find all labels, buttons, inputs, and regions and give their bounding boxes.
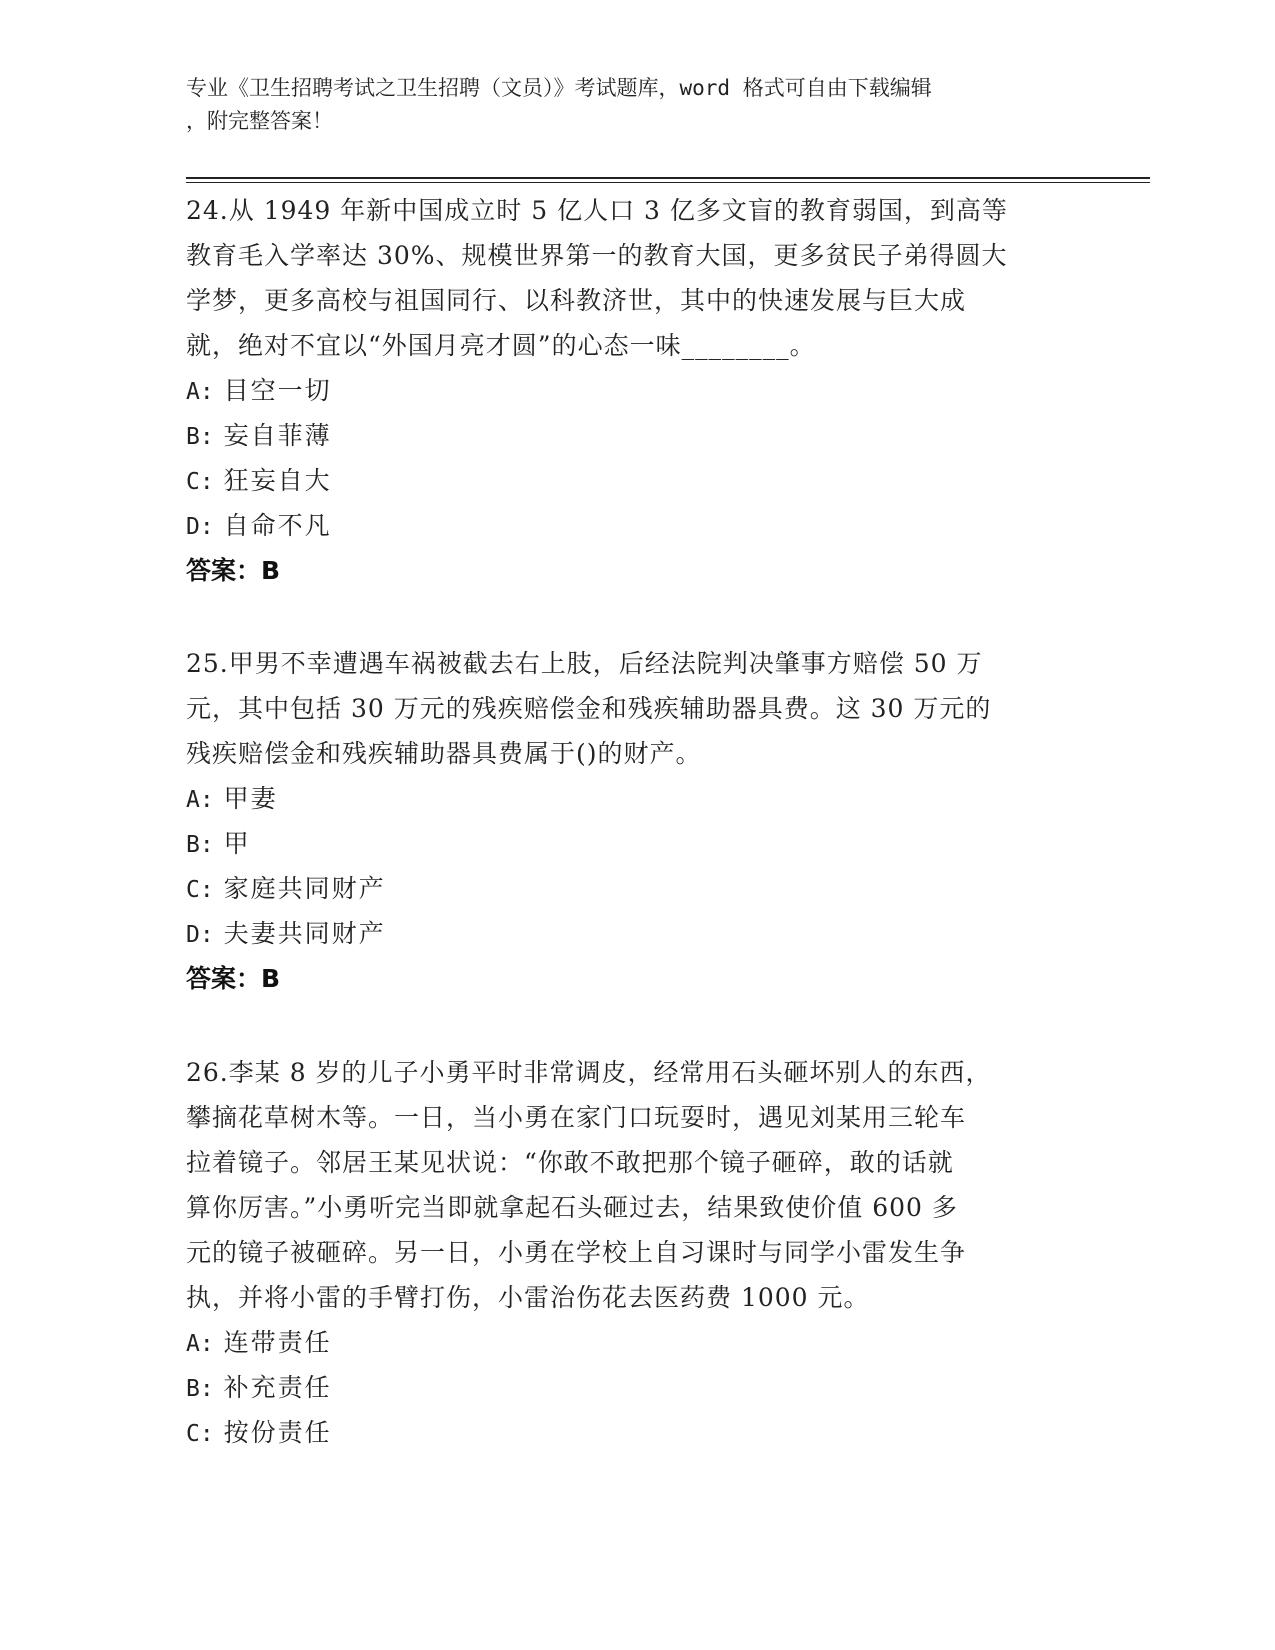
question-text-line: 24.从 1949 年新中国成立时 5 亿人口 3 亿多文盲的教育弱国，到高等 bbox=[186, 196, 1008, 225]
option-letter: C: bbox=[186, 469, 214, 495]
option-letter: D: bbox=[186, 514, 214, 540]
option-text: 甲 bbox=[223, 829, 251, 858]
option-text: 连带责任 bbox=[223, 1328, 332, 1357]
option-letter: C: bbox=[186, 877, 214, 903]
question-text-line: 拉着镜子。邻居王某见状说：“你敢不敢把那个镜子砸碎，敢的话就 bbox=[186, 1148, 954, 1177]
option-text: 目空一切 bbox=[223, 376, 332, 405]
question-text-line: 残疾赔偿金和残疾辅助器具费属于()的财产。 bbox=[186, 739, 702, 768]
option-d bbox=[186, 911, 1066, 956]
question-text-line: 25.甲男不幸遭遇车祸被截去右上肢，后经法院判决肇事方赔偿 50 万 bbox=[186, 649, 983, 678]
header-line-1: 专业《卫生招聘考试之卫生招聘（文员）》考试题库，word 格式可自由下载编辑 bbox=[186, 76, 932, 100]
option-text: 妄自菲薄 bbox=[223, 421, 332, 450]
question-text-line: 学梦，更多高校与祖国同行、以科教济世，其中的快速发展与巨大成 bbox=[186, 286, 967, 315]
option-letter: A: bbox=[186, 379, 214, 405]
option-a bbox=[186, 776, 1066, 821]
option-letter: B: bbox=[186, 424, 214, 450]
option-letter: A: bbox=[186, 1331, 214, 1357]
answer-line: 答案：B bbox=[186, 556, 281, 585]
option-text: 狂妄自大 bbox=[223, 466, 332, 495]
option-text: 甲妻 bbox=[223, 784, 278, 813]
document-header bbox=[186, 72, 1086, 138]
option-text: 自命不凡 bbox=[223, 511, 332, 540]
question-text-line: 元，其中包括 30 万元的残疾赔偿金和残疾辅助器具费。这 30 万元的 bbox=[186, 694, 992, 723]
question-text-line: 执，并将小雷的手臂打伤，小雷治伤花去医药费 1000 元。 bbox=[186, 1283, 870, 1312]
option-c bbox=[186, 866, 1066, 911]
question-text-line: 教育毛入学率达 30%、规模世界第一的教育大国，更多贫民子弟得圆大 bbox=[186, 241, 1008, 270]
option-d bbox=[186, 503, 1066, 548]
option-letter: B: bbox=[186, 1376, 214, 1402]
question-text-line: 算你厉害。”小勇听完当即就拿起石头砸过去，结果致使价值 600 多 bbox=[186, 1193, 958, 1222]
question-24 bbox=[186, 188, 1066, 593]
question-25 bbox=[186, 641, 1066, 1001]
option-letter: A: bbox=[186, 787, 214, 813]
option-letter: D: bbox=[186, 922, 214, 948]
option-b bbox=[186, 1365, 1066, 1410]
option-text: 夫妻共同财产 bbox=[223, 919, 386, 948]
option-c bbox=[186, 1410, 1066, 1455]
question-text-line: 就，绝对不宜以“外国月亮才圆”的心态一味________。 bbox=[186, 331, 816, 360]
option-c bbox=[186, 458, 1066, 503]
option-a bbox=[186, 1320, 1066, 1365]
header-rule-thick bbox=[186, 177, 1150, 179]
header-rule-thin bbox=[186, 182, 1150, 183]
option-b bbox=[186, 821, 1066, 866]
question-text-line: 元的镜子被砸碎。另一日，小勇在学校上自习课时与同学小雷发生争 bbox=[186, 1238, 967, 1267]
option-b bbox=[186, 413, 1066, 458]
header-line-2: ，附完整答案！ bbox=[186, 109, 333, 133]
option-text: 家庭共同财产 bbox=[223, 874, 386, 903]
option-text: 按份责任 bbox=[223, 1418, 332, 1447]
option-a bbox=[186, 368, 1066, 413]
answer-line: 答案：B bbox=[186, 964, 281, 993]
option-letter: C: bbox=[186, 1421, 214, 1447]
question-text-line: 26.李某 8 岁的儿子小勇平时非常调皮，经常用石头砸坏别人的东西， bbox=[186, 1058, 992, 1087]
question-text-line: 攀摘花草树木等。一日，当小勇在家门口玩耍时，遇见刘某用三轮车 bbox=[186, 1103, 967, 1132]
question-26 bbox=[186, 1050, 1066, 1455]
option-letter: B: bbox=[186, 832, 214, 858]
option-text: 补充责任 bbox=[223, 1373, 332, 1402]
